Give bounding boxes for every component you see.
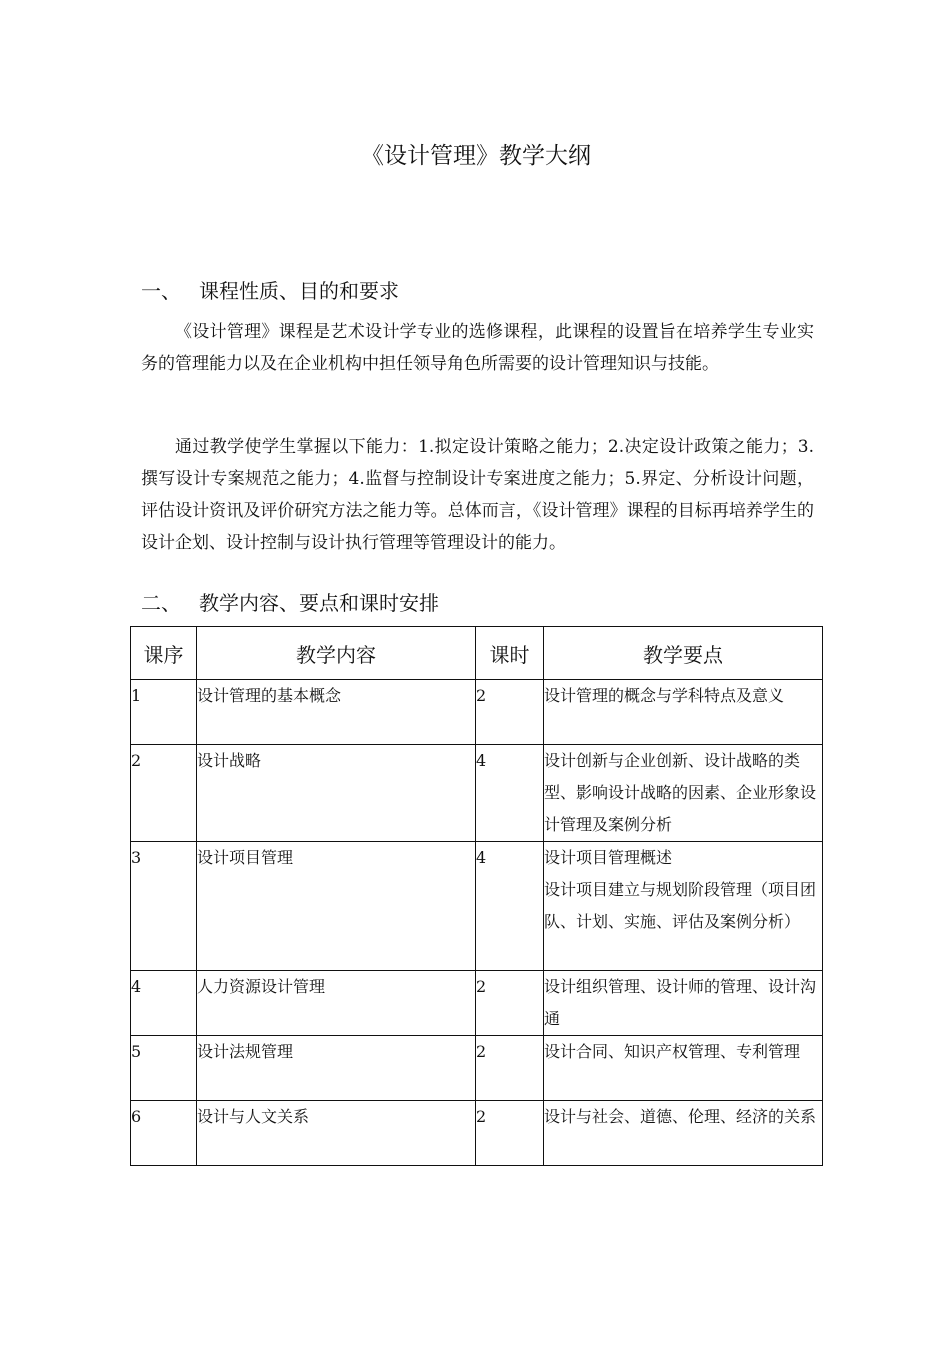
paragraph-course-goals: 通过教学使学生掌握以下能力：1.拟定设计策略之能力；2.决定设计政策之能力；3.撰写设计专案规范之能力；4.监督与控制设计专案进度之能力；5.界定、分析设计问题，评估设计资讯及评价研究方法之能力等。总体而言，《设计管理》课程的目标再培养学生的设计企划、设计控制与设计执行管理等管理设计的能力。 [141, 437, 814, 553]
point-text: 设计项目管理概述 [544, 848, 673, 867]
point-text: 设计合同、知识产权管理、专利管理 [544, 1042, 801, 1061]
column-header-seq: 课序 [131, 627, 197, 680]
cell-points [544, 1036, 823, 1101]
cell-points [544, 971, 823, 1036]
table-row [131, 745, 823, 842]
section-heading-nature [141, 276, 399, 306]
section-heading-content [141, 588, 439, 618]
section-title: 教学内容、要点和课时安排 [199, 591, 439, 615]
point-text: 设计管理的概念与学科特点及意义 [544, 686, 785, 705]
cell-points [544, 1101, 823, 1166]
section-title: 课程性质、目的和要求 [199, 279, 399, 303]
table-row [131, 680, 823, 745]
cell-hours: 2 [476, 1101, 544, 1166]
cell-hours: 4 [476, 745, 544, 842]
cell-hours: 2 [476, 971, 544, 1036]
cell-seq: 5 [131, 1036, 197, 1101]
cell-content: 设计战略 [197, 745, 476, 842]
section-number: 一、 [141, 279, 181, 303]
cell-content: 设计项目管理 [197, 842, 476, 971]
page-title: 《设计管理》教学大纲 [361, 143, 591, 170]
cell-hours: 2 [476, 680, 544, 745]
cell-seq: 4 [131, 971, 197, 1036]
column-header-content: 教学内容 [197, 627, 476, 680]
cell-seq: 3 [131, 842, 197, 971]
table-row [131, 971, 823, 1036]
table-header-row [131, 627, 823, 680]
paragraph-course-nature: 《设计管理》课程是艺术设计学专业的选修课程，此课程的设置旨在培养学生专业实务的管理能力以及在企业机构中担任领导角色所需要的设计管理知识与技能。 [141, 322, 814, 374]
column-header-hours: 课时 [476, 627, 544, 680]
cell-content: 设计与人文关系 [197, 1101, 476, 1166]
cell-seq: 2 [131, 745, 197, 842]
cell-seq: 1 [131, 680, 197, 745]
cell-points [544, 680, 823, 745]
table-row [131, 1036, 823, 1101]
section-number: 二、 [141, 591, 181, 615]
cell-points [544, 745, 823, 842]
cell-content: 人力资源设计管理 [197, 971, 476, 1036]
table-row [131, 842, 823, 971]
point-text: 设计创新与企业创新、设计战略的类型、影响设计战略的因素、企业形象设计管理及案例分析 [544, 751, 817, 834]
schedule-table [130, 626, 823, 1166]
column-header-points: 教学要点 [544, 627, 823, 680]
cell-content: 设计管理的基本概念 [197, 680, 476, 745]
table-row [131, 1101, 823, 1166]
cell-hours: 2 [476, 1036, 544, 1101]
point-text: 设计组织管理、设计师的管理、设计沟通 [544, 977, 817, 1028]
cell-hours: 4 [476, 842, 544, 971]
cell-points [544, 842, 823, 971]
point-text: 设计与社会、道德、伦理、经济的关系 [544, 1107, 817, 1126]
point-text: 设计项目建立与规划阶段管理（项目团队、计划、实施、评估及案例分析） [544, 880, 817, 931]
cell-seq: 6 [131, 1101, 197, 1166]
cell-content: 设计法规管理 [197, 1036, 476, 1101]
